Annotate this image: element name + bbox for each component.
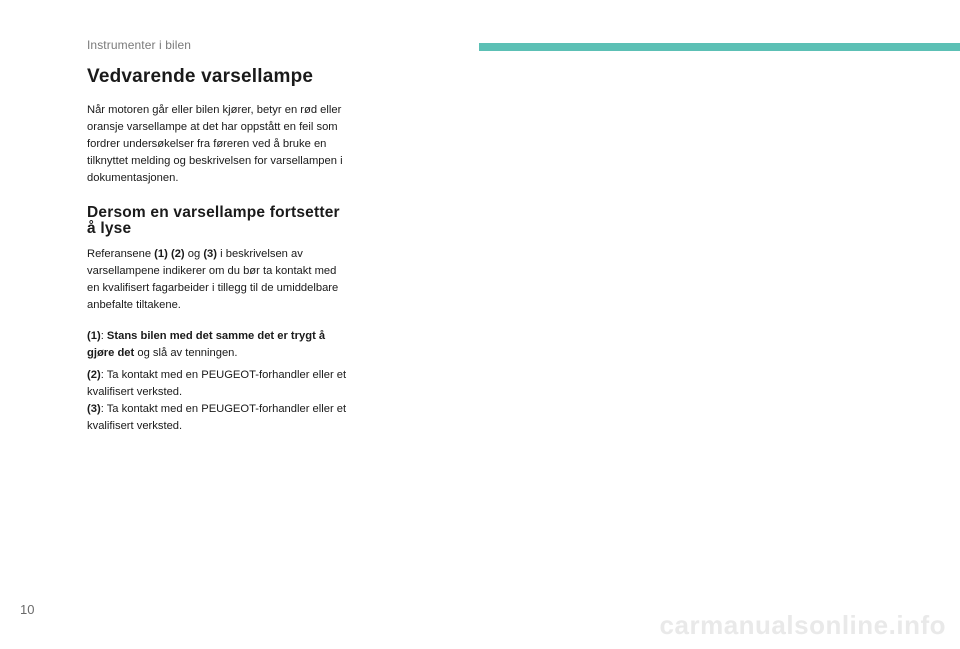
note-3	[87, 401, 349, 435]
note-1-bold: Stans bilen med det samme det er trygt å gjøre det	[87, 330, 326, 359]
note-3-colon: :	[100, 403, 107, 415]
reference-2: (2)	[170, 248, 185, 260]
references-paragraph	[87, 246, 349, 314]
note-3-ref: (3)	[87, 403, 101, 415]
note-2-rest: Ta kontakt med en PEUGEOT-forhandler eller et kvalifisert verksted.	[87, 369, 347, 398]
references-og: og	[184, 248, 204, 260]
note-2-ref: (2)	[87, 369, 101, 381]
page-number: 10	[20, 602, 35, 617]
note-2-colon: :	[100, 369, 107, 381]
note-3-rest: Ta kontakt med en PEUGEOT-forhandler eller et kvalifisert verksted.	[87, 403, 347, 432]
intro-paragraph: Når motoren går eller bilen kjører, betyr en rød eller oransje varsellampe at det har oppstått en feil som fordrer undersøkelser fra føreren ved å bruke en tilknyttet melding og beskrivelsen for varsellampen i dokumentasjonen.	[87, 104, 343, 184]
references-prefix: Referansene	[87, 248, 155, 260]
note-2	[87, 367, 349, 401]
section-label: Instrumenter i bilen	[87, 38, 192, 52]
accent-bar	[479, 43, 960, 51]
reference-1: (1)	[154, 248, 168, 260]
note-1-rest: og slå av tenningen.	[134, 347, 238, 359]
watermark: carmanualsonline.info	[659, 610, 946, 640]
reference-3: (3)	[203, 248, 218, 260]
note-1	[87, 328, 349, 362]
main-content	[87, 66, 349, 435]
note-1-colon: :	[100, 330, 107, 342]
page-title: Vedvarende varsellampe	[87, 66, 314, 87]
note-1-ref: (1)	[87, 330, 101, 342]
references-suffix: i beskrivelsen av varsellampene indikerer om du bør ta kontakt med en kvalifisert fagarbeider i tillegg til de umiddelbare anbefalte tiltakene.	[87, 248, 339, 311]
section-subtitle: Dersom en varsellampe fortsetter å lyse	[87, 204, 340, 237]
